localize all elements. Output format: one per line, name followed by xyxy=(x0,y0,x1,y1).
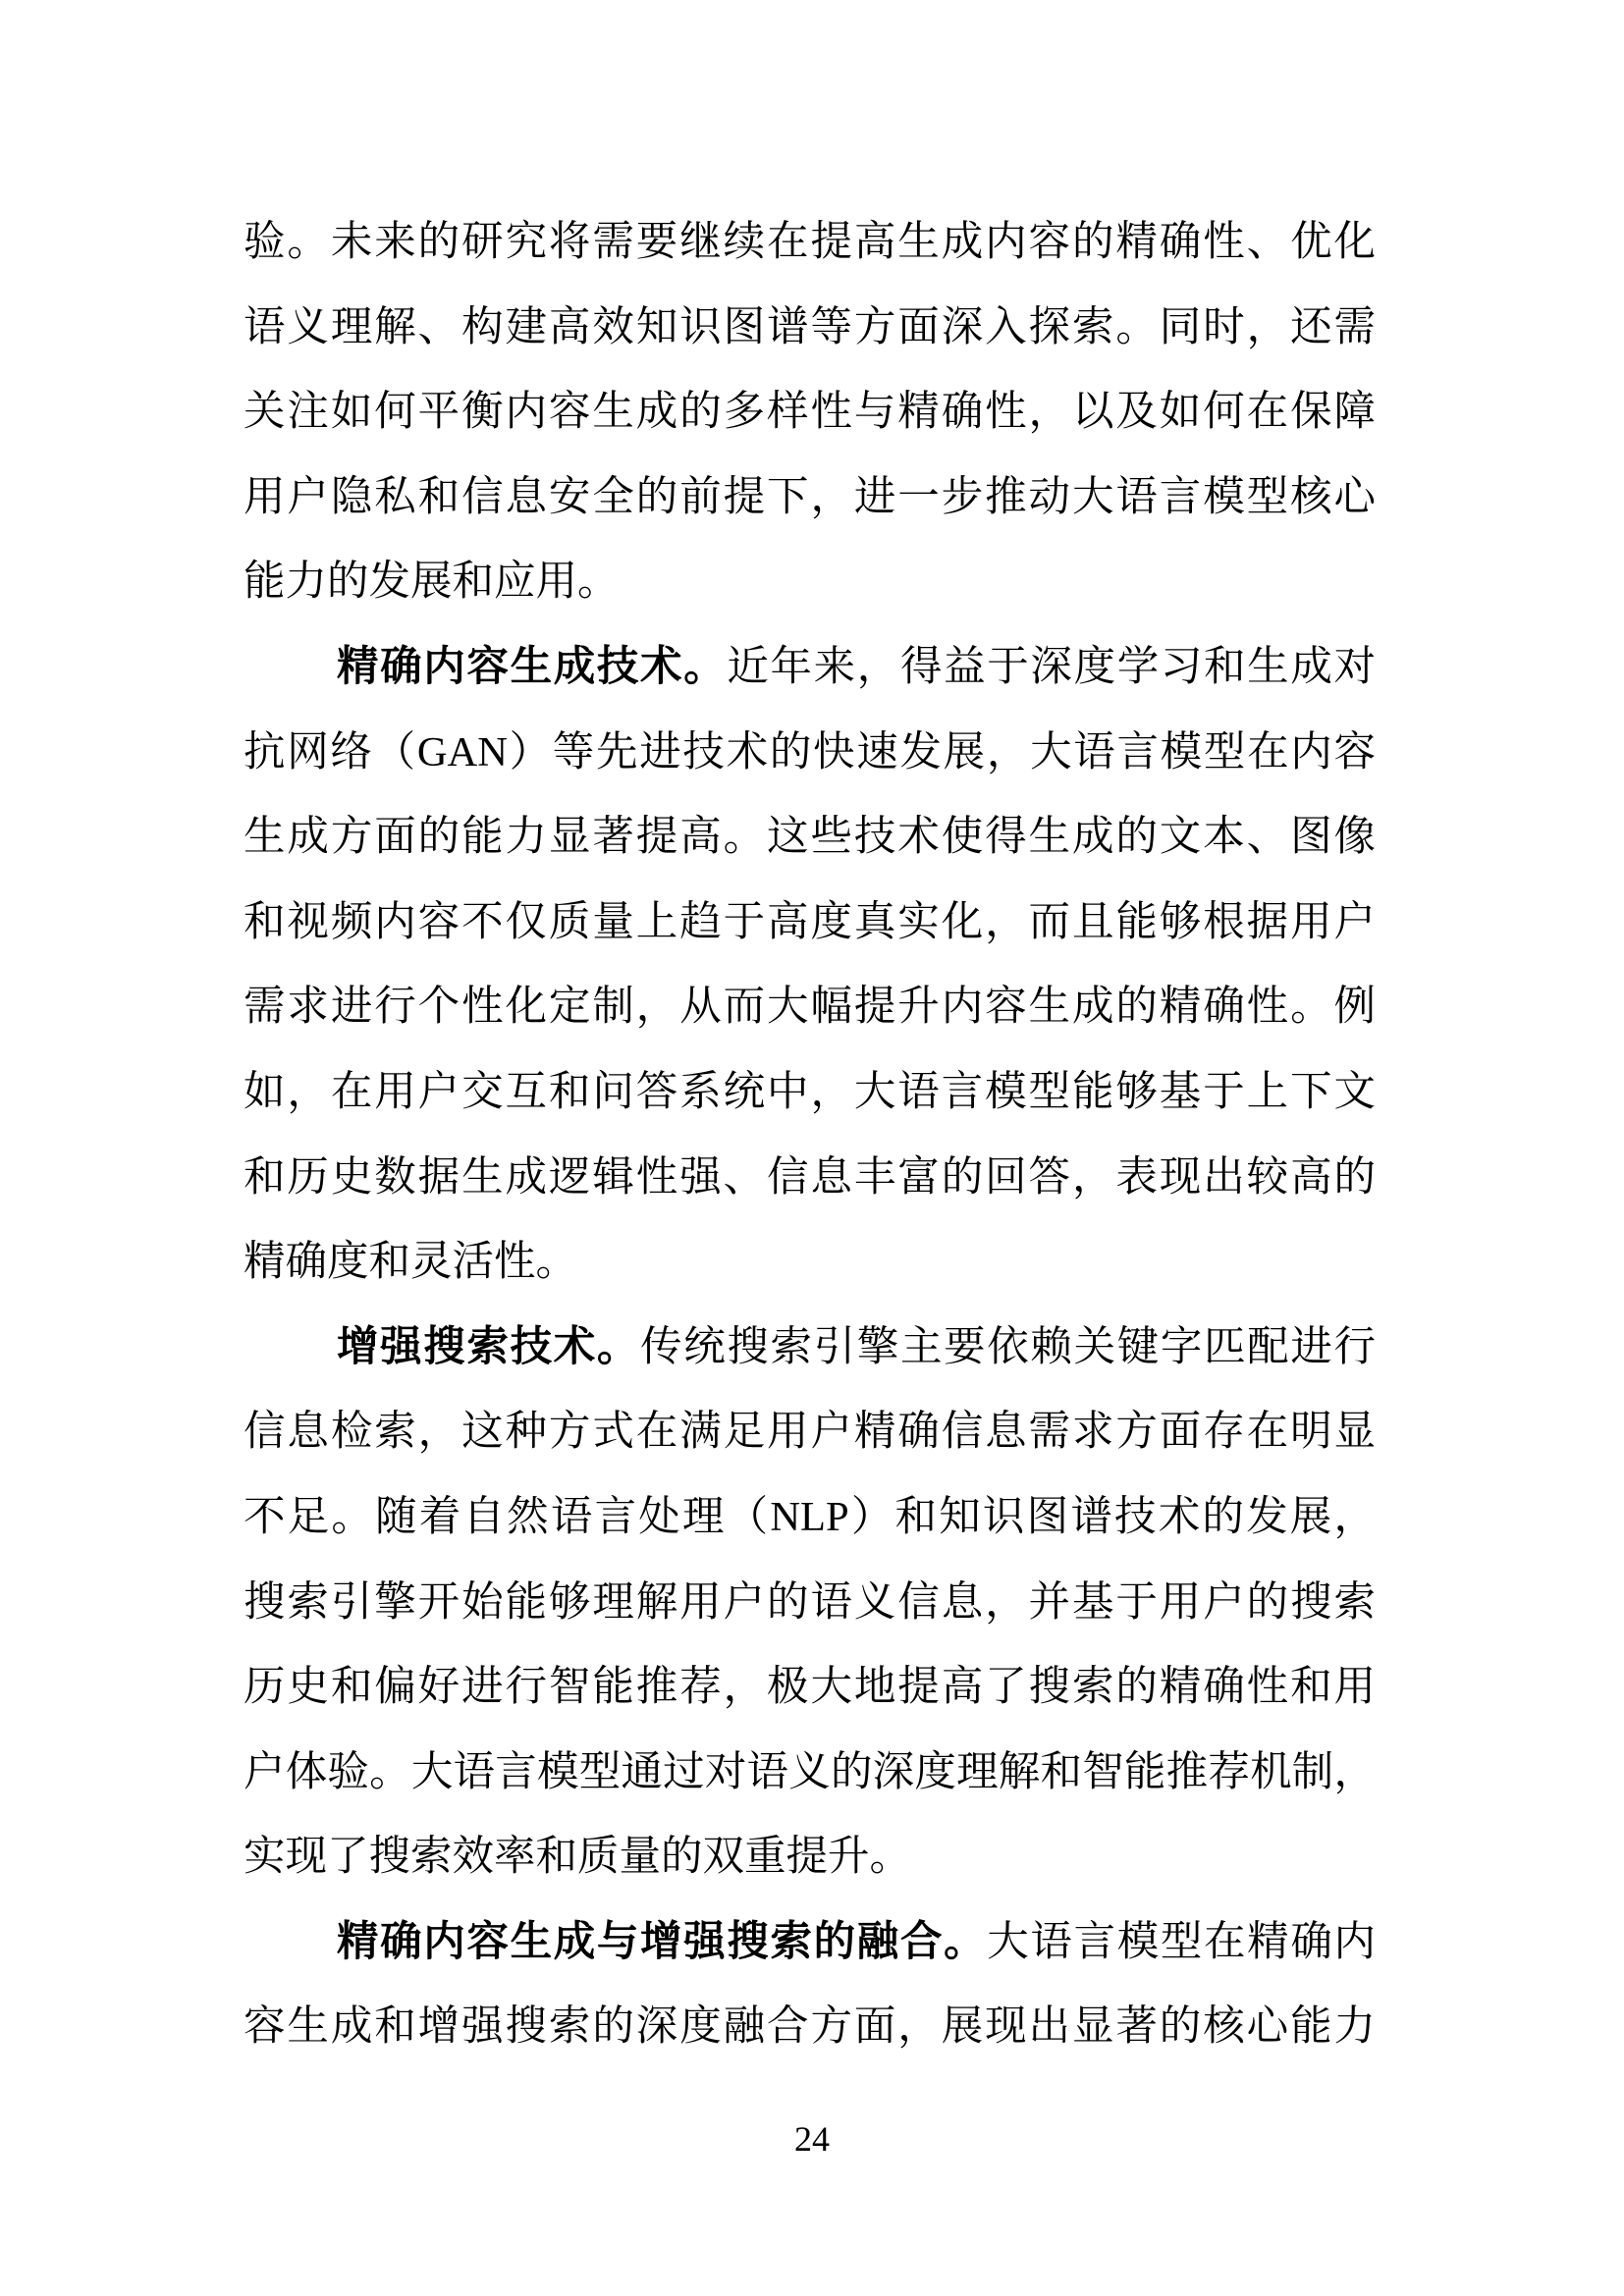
text-line xyxy=(244,1561,1376,1646)
text-segment: 信息检索，这种方式在满足用户精确信息需求方面存在明显 xyxy=(244,1409,1376,1456)
text-segment: 传统搜索引擎主要依赖关键字匹配进行 xyxy=(640,1323,1376,1370)
text-segment: 如，在用户交互和问答系统中，大语言模型能够基于上下文 xyxy=(244,1068,1376,1115)
text-line xyxy=(244,1985,1376,2070)
text-segment: 用户隐私和信息安全的前提下，进一步推动大语言模型核心 xyxy=(244,473,1376,520)
text-line xyxy=(244,795,1376,881)
text-line xyxy=(244,370,1376,455)
text-line xyxy=(244,711,1376,796)
text-segment: 不足。随着自然语言处理（NLP）和知识图谱技术的发展， xyxy=(244,1493,1376,1540)
text-segment: 大语言模型在精确内 xyxy=(987,1918,1376,1965)
text-segment: 近年来，得益于深度学习和生成对 xyxy=(727,643,1376,690)
text-segment: 实现了搜索效率和质量的双重提升。 xyxy=(244,1834,912,1881)
text-line xyxy=(244,1731,1376,1816)
text-line xyxy=(244,625,1376,711)
text-line xyxy=(244,1900,1376,1986)
paragraph-lead: 增强搜索技术。 xyxy=(337,1323,641,1370)
text-line xyxy=(244,1220,1376,1306)
text-line xyxy=(244,200,1376,286)
paragraph-lead: 精确内容生成与增强搜索的融合。 xyxy=(337,1918,988,1965)
text-line xyxy=(244,455,1376,541)
text-line xyxy=(244,965,1376,1050)
text-line xyxy=(244,1050,1376,1136)
text-line xyxy=(244,1645,1376,1731)
page-body-text xyxy=(244,200,1376,2070)
text-segment: 和视频内容不仅质量上趋于高度真实化，而且能够根据用户 xyxy=(244,898,1376,945)
text-line xyxy=(244,1815,1376,1900)
text-segment: 能力的发展和应用。 xyxy=(244,559,620,606)
paragraph-lead: 精确内容生成技术。 xyxy=(337,643,728,690)
text-line xyxy=(244,1136,1376,1221)
text-segment: 搜索引擎开始能够理解用户的语义信息，并基于用户的搜索 xyxy=(244,1578,1376,1626)
text-line xyxy=(244,286,1376,371)
text-segment: 抗网络（GAN）等先进技术的快速发展，大语言模型在内容 xyxy=(244,728,1376,775)
text-line xyxy=(244,1475,1376,1561)
text-line xyxy=(244,1390,1376,1475)
text-line xyxy=(244,540,1376,625)
text-segment: 容生成和增强搜索的深度融合方面，展现出显著的核心能力 xyxy=(244,2003,1376,2051)
text-segment: 户体验。大语言模型通过对语义的深度理解和智能推荐机制， xyxy=(244,1748,1376,1795)
text-segment: 历史和偏好进行智能推荐，极大地提高了搜索的精确性和用 xyxy=(244,1664,1376,1711)
text-segment: 精确度和灵活性。 xyxy=(244,1239,578,1286)
text-segment: 生成方面的能力显著提高。这些技术使得生成的文本、图像 xyxy=(244,814,1376,861)
text-segment: 验。未来的研究将需要继续在提高生成内容的精确性、优化 xyxy=(244,219,1376,265)
text-segment: 需求进行个性化定制，从而大幅提升内容生成的精确性。例 xyxy=(244,984,1376,1031)
text-segment: 语义理解、构建高效知识图谱等方面深入探索。同时，还需 xyxy=(244,303,1376,350)
text-segment: 关注如何平衡内容生成的多样性与精确性，以及如何在保障 xyxy=(244,389,1376,436)
text-segment: 和历史数据生成逻辑性强、信息丰富的回答，表现出较高的 xyxy=(244,1153,1376,1201)
text-line xyxy=(244,1306,1376,1391)
page-number: 24 xyxy=(794,2119,830,2159)
text-line xyxy=(244,881,1376,966)
